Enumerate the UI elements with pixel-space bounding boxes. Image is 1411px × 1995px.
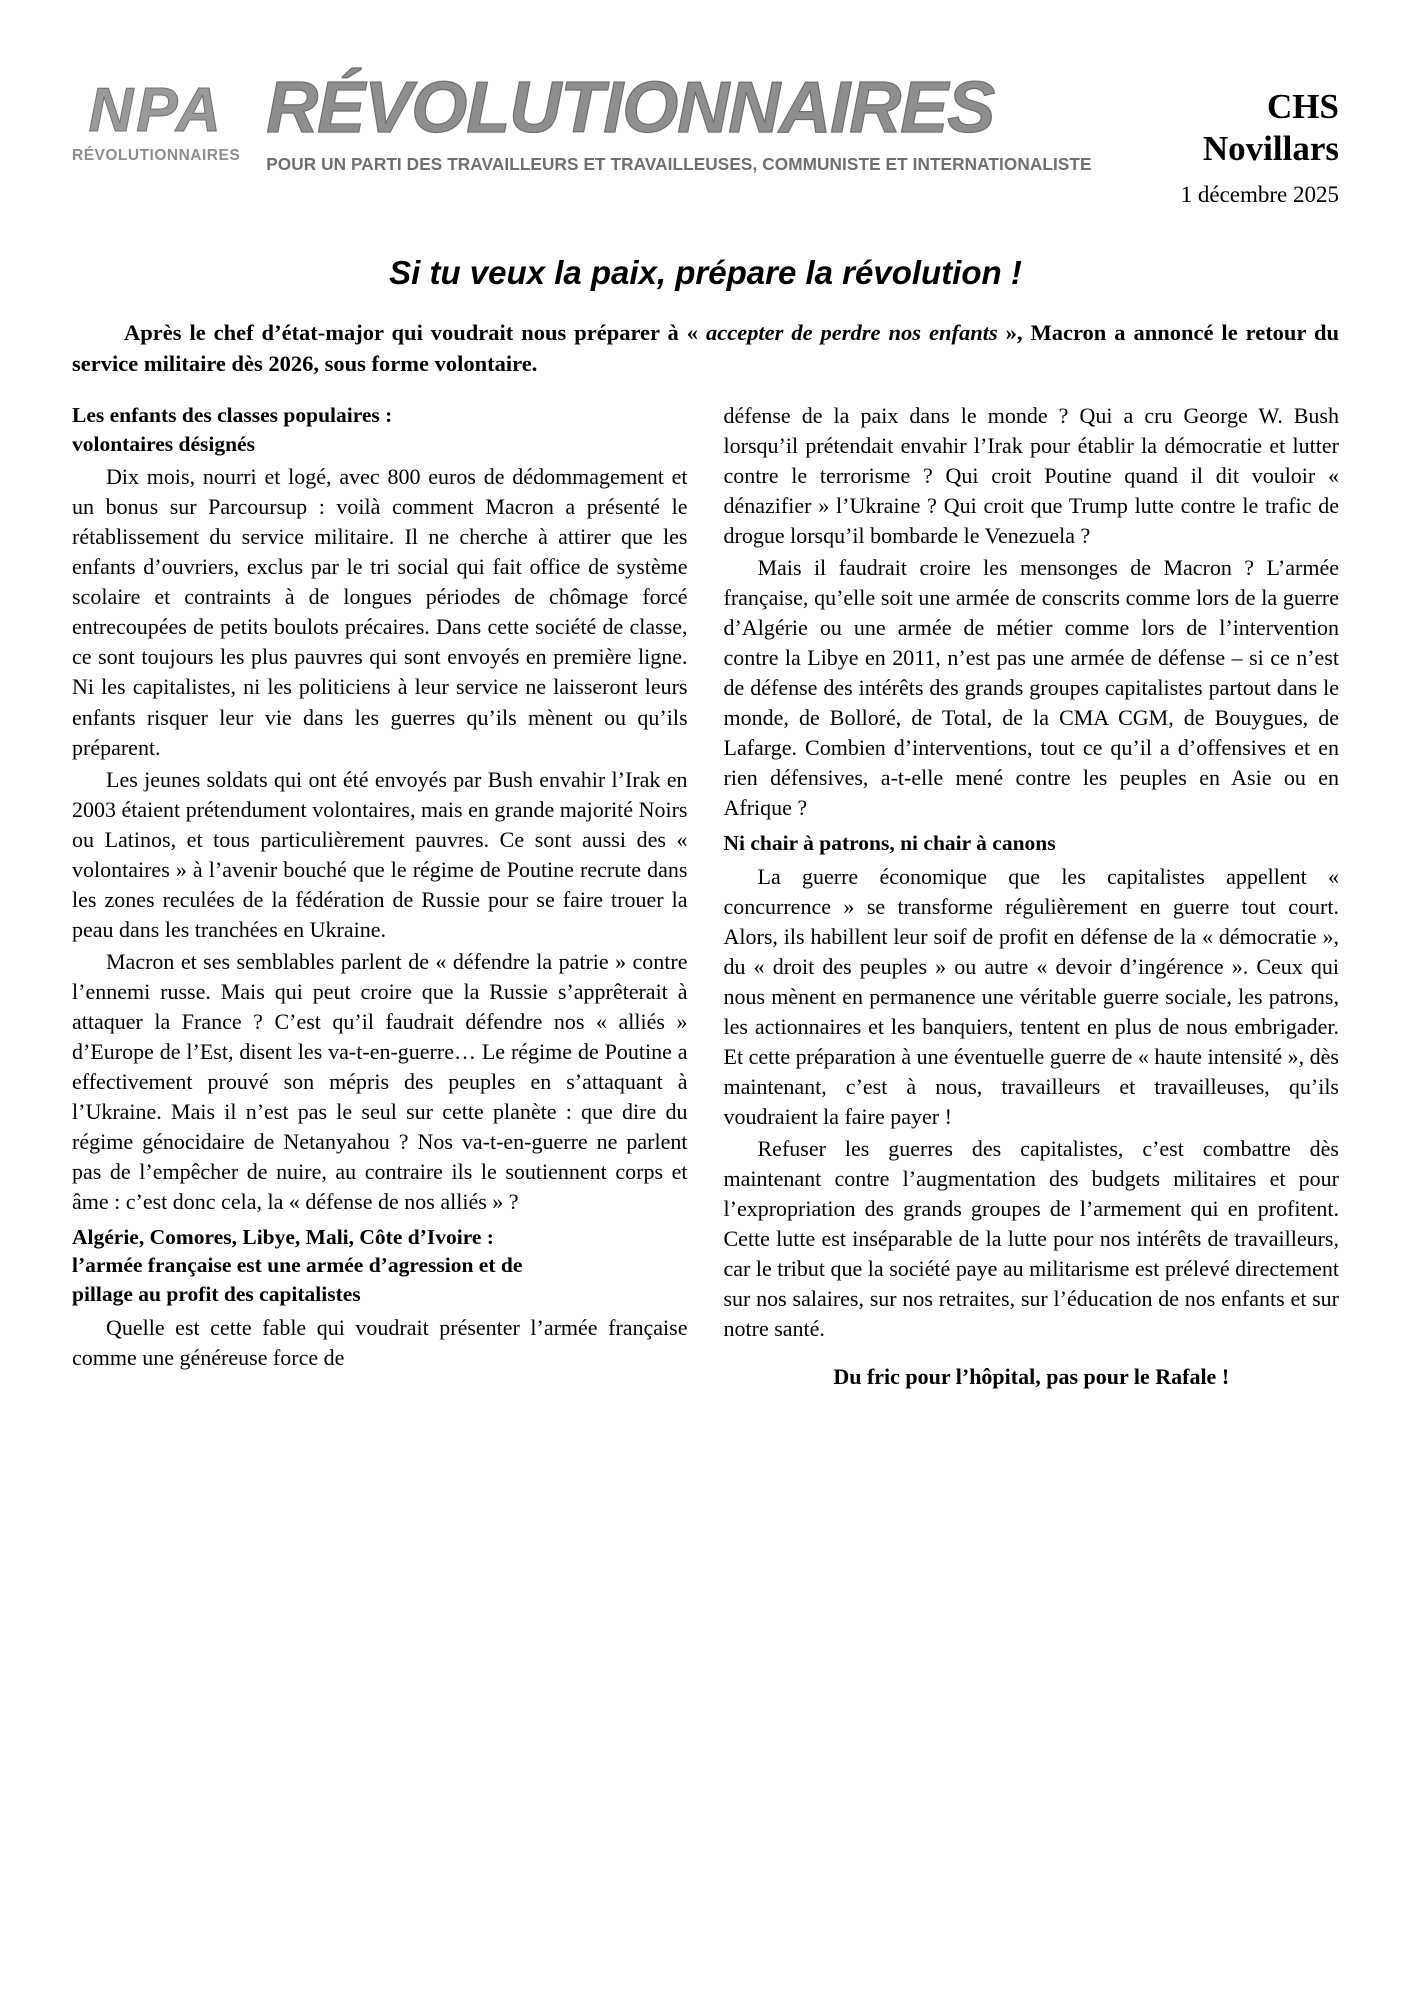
npa-logo-subtitle: RÉVOLUTIONNAIRES: [72, 147, 241, 164]
left-paragraph-1: Dix mois, nourri et logé, avec 800 euros de dédommagement et un bonus sur Parcoursup : voilà comment Macron a présenté le rétablissement du service militaire. Il ne cherche à attirer que les enfants d’ouvriers, exclus par le tri social qui fait office de système scolaire et contraints à de longues périodes de chômage forcé entrecoupées de petits boulots précaires. Dans cette société de classe, ce sont toujours les plus pauvres qui sont envoyés en première ligne. Ni les capitalistes, ni les politiciens à leur service ne laisseront leurs enfants risquer leur vie dans les guerres qu’ils mènent ou qu’ils préparent.: [72, 464, 688, 760]
closing-slogan: Du fric pour l’hôpital, pas pour le Rafale !: [833, 1364, 1230, 1390]
left-subheading-2-line3: pillage au profit des capitalistes: [72, 1281, 361, 1306]
page-title: Si tu veux la paix, prépare la révolution !: [389, 254, 1022, 291]
lead-paragraph: [72, 318, 1339, 379]
issue-date: 1 décembre 2025: [1180, 182, 1339, 207]
lead-quote-italic: accepter de perdre nos enfants: [705, 320, 998, 345]
right-subheading-1: Ni chair à patrons, ni chair à canons: [723, 831, 1056, 856]
issue-location-line2: Novillars: [1202, 129, 1339, 168]
left-paragraph-2: Les jeunes soldats qui ont été envoyés par Bush envahir l’Irak en 2003 étaient prétendument volontaires, mais en grande majorité Noirs ou Latinos, et tous particulièrement pauvres. Ce sont aussi des « volontaires » à l’avenir bouché que le régime de Poutine recrute dans les zones reculées de la fédération de Russie pour se faire trouer la peau dans les tranchées en Ukraine.: [72, 766, 688, 942]
right-paragraph-3: La guerre économique que les capitalistes appellent « concurrence » se transforme régulièrement en guerre tout court. Alors, ils habillent leur soif de profit en défense de la « démocratie », du « droit des peuples » ou autre « devoir d’ingérence ». Ceux qui nous mènent en permanence une véritable guerre sociale, les patrons, les actionnaires et les banquiers, tentent en plus de nous embrigader. Et cette préparation à une éventuelle guerre de « haute intensité », dès maintenant, c’est à nous, travailleurs et travailleuses, qu’ils voudraient la faire payer !: [723, 864, 1339, 1130]
left-subheading-1-line2: volontaires désignés: [72, 431, 255, 456]
right-paragraph-1: défense de la paix dans le monde ? Qui a cru George W. Bush lorsqu’il prétendait envahir l’Irak pour établir la démocratie et lutter contre le terrorisme ? Qui croit Poutine quand il dit vouloir « dénazifier » l’Ukraine ? Qui croit que Trump lutte contre le trafic de drogue lorsqu’il bombarde le Venezuela ?: [723, 403, 1339, 549]
article-columns: [72, 401, 1339, 1394]
brand-block: [72, 60, 1111, 175]
left-subheading-2: [72, 1223, 688, 1309]
left-subheading-2-line1: Algérie, Comores, Libye, Mali, Côte d’Ivoire :: [72, 1224, 494, 1249]
right-paragraph-4: Refuser les guerres des capitalistes, c’est combattre dès maintenant contre l’augmentation des budgets militaires et pour l’expropriation des grands groupes de l’armement qui en profitent. Cette lutte est inséparable de la lutte pour nos intérêts de travailleurs, car le tribut que la société paye au militarisme est prélevé directement sur nos salaires, sur nos retraites, sur l’éducation de nos enfants et sur notre santé.: [723, 1136, 1339, 1342]
left-subheading-1-line1: Les enfants des classes populaires :: [72, 403, 393, 428]
right-paragraph-2: Mais il faudrait croire les mensonges de Macron ? L’armée française, qu’elle soit une armée de conscrits comme lors de la guerre d’Algérie ou une armée de métier comme lors de l’intervention contre la Libye en 2011, n’est pas une armée de défense – si ce n’est de défense des intérêts des grands groupes capitalistes partout dans le monde, de Bolloré, de Total, de la CMA CGM, de Bouygues, de Lafarge. Combien d’interventions, tout ce qu’il a d’offensives et en rien défensives, a-t-elle mené contre les peuples en Asie ou en Afrique ?: [723, 555, 1339, 821]
left-column: [72, 401, 688, 1374]
lead-part-2: », Macron a annoncé le retour du service militaire dès 2026, sous forme volontaire.: [72, 320, 1340, 376]
left-subheading-1: [72, 401, 688, 458]
issue-info: [1129, 60, 1339, 208]
publication-title: RÉVOLUTIONNAIRES: [266, 68, 995, 148]
issue-location-line1: CHS: [1267, 87, 1339, 126]
publication-tagline: POUR UN PARTI DES TRAVAILLEURS ET TRAVAILLEUSES, COMMUNISTE ET INTERNATIONALISTE: [266, 154, 1092, 174]
npa-logo-main: NPA: [88, 76, 224, 145]
masthead: [72, 60, 1339, 208]
left-subheading-2-line2: l’armée française est une armée d’agression et de: [72, 1253, 523, 1278]
left-paragraph-4: Quelle est cette fable qui voudrait présenter l’armée française comme une généreuse force de: [72, 1314, 688, 1370]
lead-part-1: Après le chef d’état-major qui voudrait nous préparer à «: [124, 320, 706, 345]
publication-title-block: [266, 66, 1111, 175]
right-column: [724, 401, 1340, 1394]
left-paragraph-3: Macron et ses semblables parlent de « défendre la patrie » contre l’ennemi russe. Mais qui peut croire que la Russie s’apprêterait à attaquer la France ? C’est qu’il faudrait défendre nos « alliés » d’Europe de l’Est, disent les va-t-en-guerre… Le régime de Poutine a effectivement prouvé son mépris des peuples en s’attaquant à l’Ukraine. Mais il n’est pas le seul sur cette planète : que dire du régime génocidaire de Netanyahou ? Nos va-t-en-guerre ne parlent pas de l’empêcher de nuire, au contraire ils le soutiennent corps et âme : c’est donc cela, la « défense de nos alliés » ?: [72, 948, 688, 1214]
npa-logo: [72, 66, 240, 164]
